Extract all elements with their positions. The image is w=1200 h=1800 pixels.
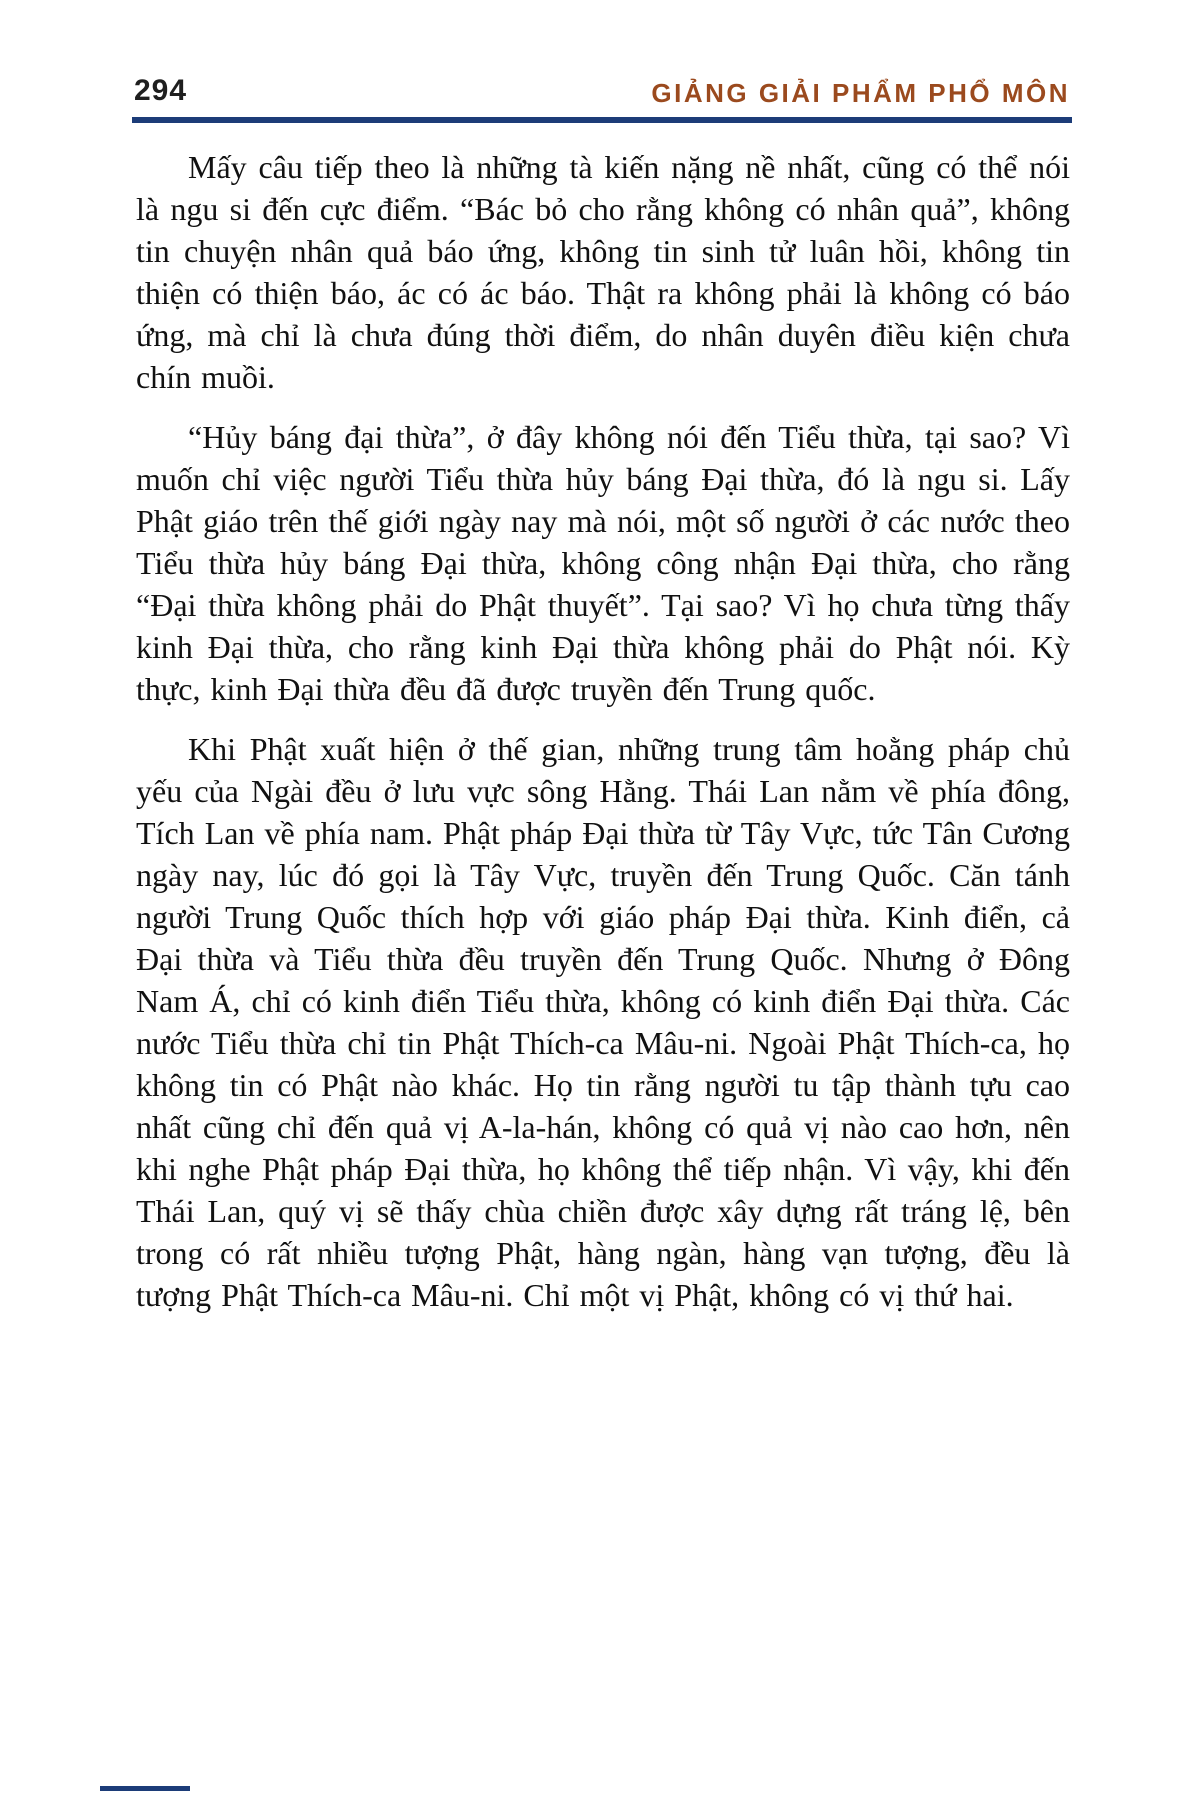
page-bottom-rule-fragment <box>100 1786 190 1791</box>
paragraph-3: Khi Phật xuất hiện ở thế gian, những trung tâm hoằng pháp chủ yếu của Ngài đều ở lưu vực sông Hằng. Thái Lan nằm về phía đông, Tích Lan về phía nam. Phật pháp Đại thừa từ Tây Vực, tức Tân Cương ngày nay, lúc đó gọi là Tây Vực, truyền đến Trung Quốc. Căn tánh người Trung Quốc thích hợp với giáo pháp Đại thừa. Kinh điển, cả Đại thừa và Tiểu thừa đều truyền đến Trung Quốc. Nhưng ở Đông Nam Á, chỉ có kinh điển Tiểu thừa, không có kinh điển Đại thừa. Các nước Tiểu thừa chỉ tin Phật Thích-ca Mâu-ni. Ngoài Phật Thích-ca, họ không tin có Phật nào khác. Họ tin rằng người tu tập thành tựu cao nhất cũng chỉ đến quả vị A-la-hán, không có quả vị nào cao hơn, nên khi nghe Phật pháp Đại thừa, họ không thể tiếp nhận. Vì vậy, khi đến Thái Lan, quý vị sẽ thấy chùa chiền được xây dựng rất tráng lệ, bên trong có rất nhiều tượng Phật, hàng ngàn, hàng vạn tượng, đều là tượng Phật Thích-ca Mâu-ni. Chỉ một vị Phật, không có vị thứ hai. <box>136 731 1070 1313</box>
header-rule <box>132 117 1072 123</box>
page-number: 294 <box>134 74 188 107</box>
paragraph-1: Mấy câu tiếp theo là những tà kiến nặng nề nhất, cũng có thể nói là ngu si đến cực điểm. “Bác bỏ cho rằng không có nhân quả”, không tin chuyện nhân quả báo ứng, không tin sinh tử luân hồi, không tin thiện có thiện báo, ác có ác báo. Thật ra không phải là không có báo ứng, mà chỉ là chưa đúng thời điểm, do nhân duyên điều kiện chưa chín muồi. <box>136 149 1070 395</box>
page-header <box>134 76 1070 106</box>
paragraph-2: “Hủy báng đại thừa”, ở đây không nói đến Tiểu thừa, tại sao? Vì muốn chỉ việc người Tiểu thừa hủy báng Đại thừa, đó là ngu si. Lấy Phật giáo trên thế giới ngày nay mà nói, một số người ở các nước theo Tiểu thừa hủy báng Đại thừa, không công nhận Đại thừa, cho rằng “Đại thừa không phải do Phật thuyết”. Tại sao? Vì họ chưa từng thấy kinh Đại thừa, cho rằng kinh Đại thừa không phải do Phật nói. Kỳ thực, kinh Đại thừa đều đã được truyền đến Trung quốc. <box>136 419 1070 707</box>
running-header-title: GIẢNG GIẢI PHẨM PHỔ MÔN <box>651 78 1070 108</box>
body-paragraphs <box>136 146 1070 1334</box>
